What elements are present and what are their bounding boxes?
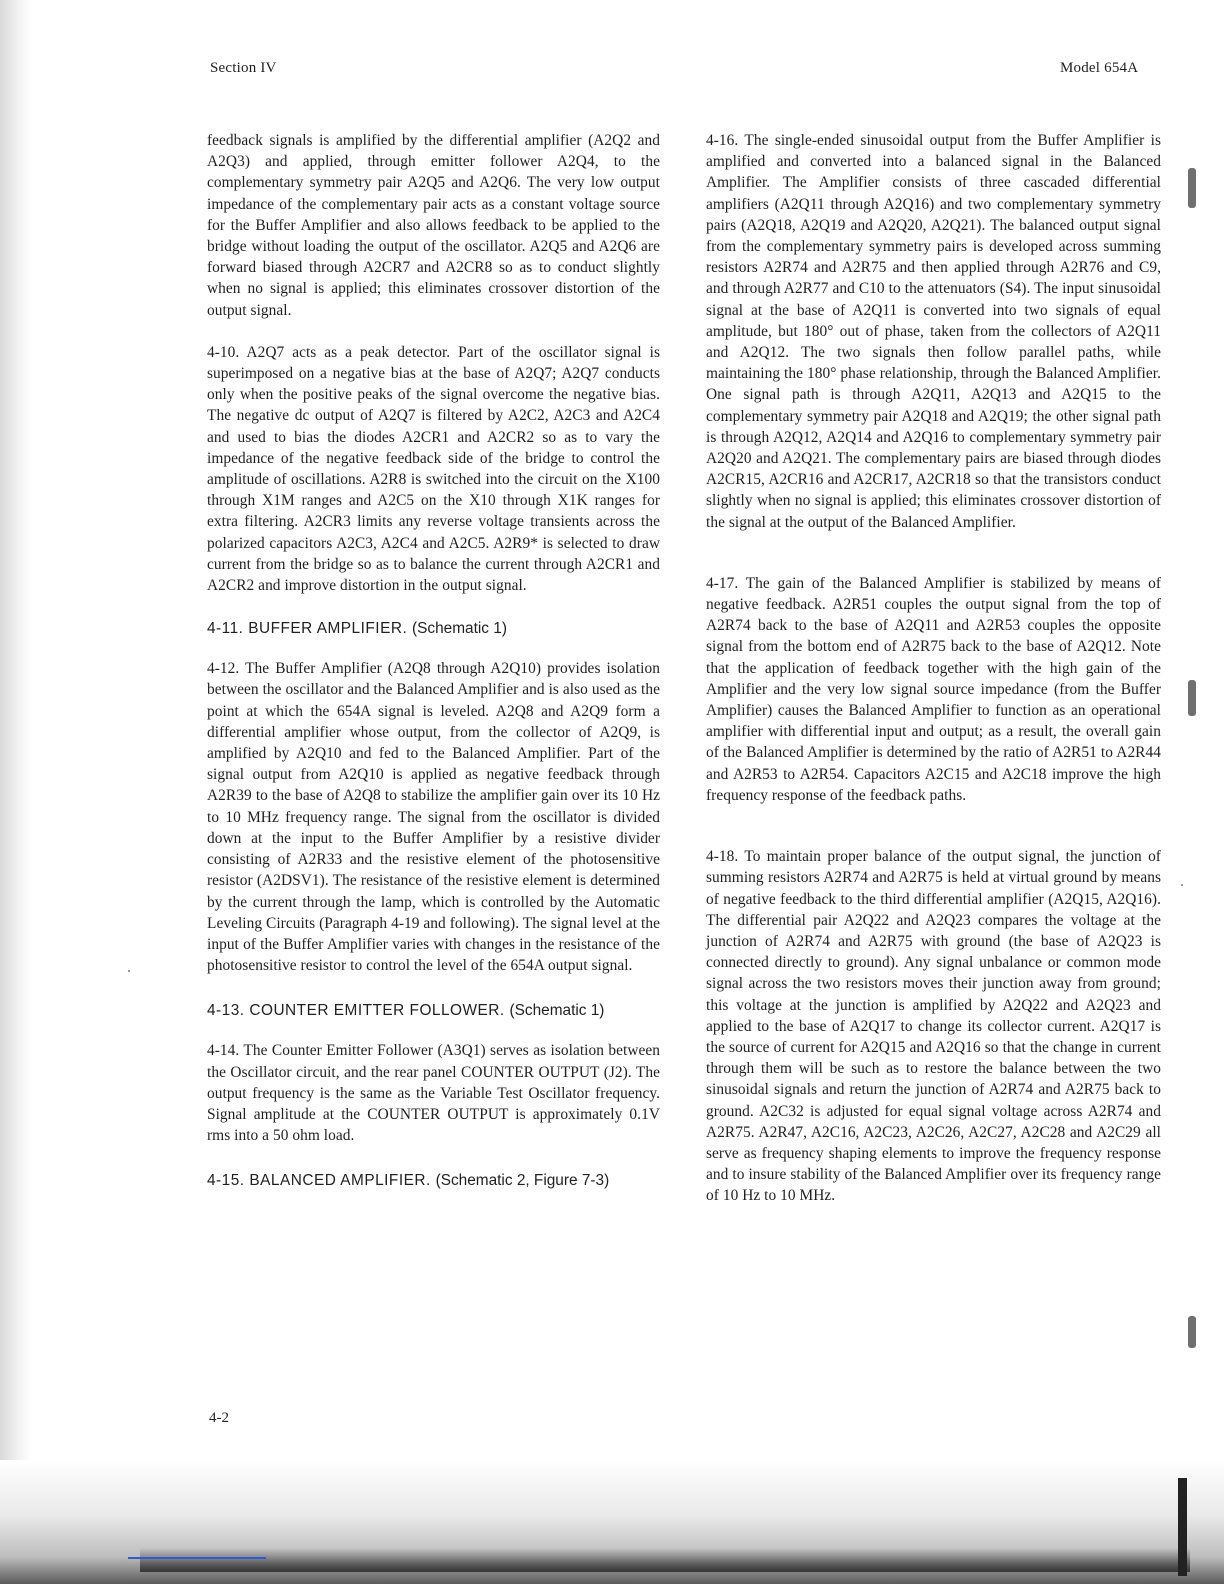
paragraph-4-12: 4-12. The Buffer Amplifier (A2Q8 through A2Q10) provides isolation between the oscillator and the Balanced Amplifier and is also used as the point at which the 654A signal is leveled. A2Q8 and A2Q9 form a differential amplifier whose output, from the collector of A2Q9, is amplified by A2Q10 and fed to the Balanced Amplifier. Part of the signal output from A2Q10 is applied as negative feedback through A2R39 to the base of A2Q8 to stabilize the amplifier gain over its 10 Hz to 10 MHz frequency range. The signal from the oscillator is divided down at the input to the Buffer Amplifier by a resistive divider consisting of A2R33 and the resistive element of the photosensitive resistor (A2DSV1). The resistance of the resistive element is determined by the current through the lamp, which is controlled by the Automatic Leveling Circuits (Paragraph 4-19 and following). The signal level at the input of the Buffer Amplifier varies with changes in the resistance of the photosensitive resistor to control the level of the 654A output signal. xyxy=(207,660,660,975)
scan-binding-mark xyxy=(1188,168,1196,208)
scan-edge-line xyxy=(128,1557,266,1559)
heading-4-15 xyxy=(207,1170,660,1191)
page-number: 4-2 xyxy=(209,1410,229,1426)
heading-4-15-reference: (Schematic 2, Figure 7-3) xyxy=(435,1172,610,1190)
heading-4-11-reference: (Schematic 1) xyxy=(412,620,507,638)
scan-binding-mark xyxy=(1188,1316,1196,1348)
right-column xyxy=(706,130,1161,1227)
paragraph-feedback-continued: feedback signals is amplified by the differential amplifier (A2Q2 and A2Q3) and applied, through emitter follower A2Q4, to the complementary symmetry pair A2Q5 and A2Q6. The very low output impedance of the complementary pair acts as a constant voltage source for the Buffer Amplifier and also allows feedback to be applied to the bridge without loading the output of the oscillator. A2Q5 and A2Q6 are forward biased through A2CR7 and A2CR8 so as to conduct slightly when no signal is applied; this eliminates crossover distortion of the output signal. xyxy=(207,132,660,319)
paragraph-4-10: 4-10. A2Q7 acts as a peak detector. Part of the oscillator signal is superimposed on a negative bias at the base of A2Q7; A2Q7 conducts only when the positive peaks of the signal overcome the negative bias. The negative dc output of A2Q7 is filtered by A2C2, A2C3 and A2C4 and used to bias the diodes A2CR1 and A2CR2 so as to vary the impedance of the negative feedback side of the bridge to control the amplitude of oscillations. A2R8 is switched into the circuit on the X100 through X1M ranges and A2C5 on the X10 through X1K ranges for extra filtering. A2CR3 limits any reverse voltage transients across the polarized capacitors A2C3, A2C4 and A2C5. A2R9* is selected to draw current from the bridge so as to balance the current through A2CR1 and A2CR2 and improve distortion in the output signal. xyxy=(207,343,660,595)
section-header: Section IV xyxy=(210,60,277,76)
heading-4-11 xyxy=(207,618,660,639)
heading-4-15-title: 4-15. BALANCED AMPLIFIER. xyxy=(207,1172,431,1190)
heading-4-11-title: 4-11. BUFFER AMPLIFIER. xyxy=(207,620,408,638)
left-column xyxy=(207,130,660,1210)
paragraph-4-17: 4-17. The gain of the Balanced Amplifier is stabilized by means of negative feedback. A2R51 couples the output signal from the top of A2R74 back to the base of A2Q11 and A2R53 couples the opposite signal from the bottom end of A2R75 back to the base of A2Q12. Note that the application of feedback together with the high gain of the Amplifier and the very low signal source impedance (from the Buffer Amplifier) causes the Balanced Amplifier to function as an operational amplifier with differential input and output; as a result, the overall gain of the Balanced Amplifier is determined by the ratio of A2R51 to A2R44 and A2R53 to A2R54. Capacitors A2C15 and A2C18 improve the high frequency response of the feedback paths. xyxy=(706,574,1161,804)
heading-4-13-title: 4-13. COUNTER EMITTER FOLLOWER. xyxy=(207,1002,505,1020)
heading-4-13-reference: (Schematic 1) xyxy=(509,1002,605,1020)
heading-4-13 xyxy=(207,1000,660,1021)
scan-left-shadow xyxy=(0,0,32,1584)
scan-speck xyxy=(1181,884,1183,886)
scan-speck xyxy=(128,970,130,972)
paragraph-4-18: 4-18. To maintain proper balance of the output signal, the junction of summing resistors A2R74 and A2R75 is held at virtual ground by means of negative feedback to the third differential amplifier (A2Q15, A2Q16). The differential pair A2Q22 and A2Q23 compares the voltage at the junction of A2R74 and A2R75 with ground (the base of A2Q23 is connected directly to ground). Any signal unbalance or common mode signal across the two resistors moves their junction away from ground; this voltage at the junction is amplified by A2Q22 and A2Q23 and applied to the base of A2Q17 to change its collector current. A2Q17 is the source of current for A2Q15 and A2Q16 so that the change in current through them will be such as to restore the balance between the two sinusoidal signals and return the junction of A2R74 and A2R75 back to ground. A2C32 is adjusted for equal signal voltage across A2R74 and A2R75. A2R47, A2C16, A2C23, A2C26, A2C27, A2C28 and A2C29 all serve as frequency shaping elements to improve the frequency response and to insure stability of the Balanced Amplifier over its frequency range of 10 Hz to 10 MHz. xyxy=(706,848,1161,1205)
paragraph-4-16: 4-16. The single-ended sinusoidal output from the Buffer Amplifier is amplified and converted into a balanced signal in the Balanced Amplifier. The Amplifier consists of three cascaded differential amplifiers (A2Q11 through A2Q16) and two complementary symmetry pairs (A2Q18, A2Q19 and A2Q20, A2Q21). The balanced output signal from the complementary symmetry pairs is developed across summing resistors A2R74 and A2R75 and then applied through A2R76 and C9, and through A2R77 and C10 to the attenuators (S4). The input sinusoidal signal at the base of A2Q11 is converted into two signals of equal amplitude, but 180° out of phase, taken from the collectors of A2Q11 and A2Q12. The two signals then follow parallel paths, while maintaining the 180° phase relationship, through the Balanced Amplifier. One signal path is through A2Q11, A2Q13 and A2Q15 to the complementary symmetry pair A2Q18 and A2Q19; the other signal path is through A2Q12, A2Q14 and A2Q16 to complementary symmetry pair A2Q20 and A2Q21. The complementary pairs are biased through diodes A2CR15, A2CR16 and A2CR17, A2CR18 so that the transistors conduct slightly when no signal is applied; this eliminates crossover distortion of the signal at the output of the Balanced Amplifier. xyxy=(706,132,1161,531)
scan-bottom-edge xyxy=(140,1548,1190,1572)
scan-binding-mark xyxy=(1188,680,1196,716)
scan-right-edge xyxy=(1178,1478,1187,1576)
model-header: Model 654A xyxy=(1060,60,1139,76)
paragraph-4-14: 4-14. The Counter Emitter Follower (A3Q1) serves as isolation between the Oscillator circuit, and the rear panel COUNTER OUTPUT (J2). The output frequency is the same as the Variable Test Oscillator frequency. Signal amplitude at the COUNTER OUTPUT is approximately 0.1V rms into a 50 ohm load. xyxy=(207,1042,660,1145)
